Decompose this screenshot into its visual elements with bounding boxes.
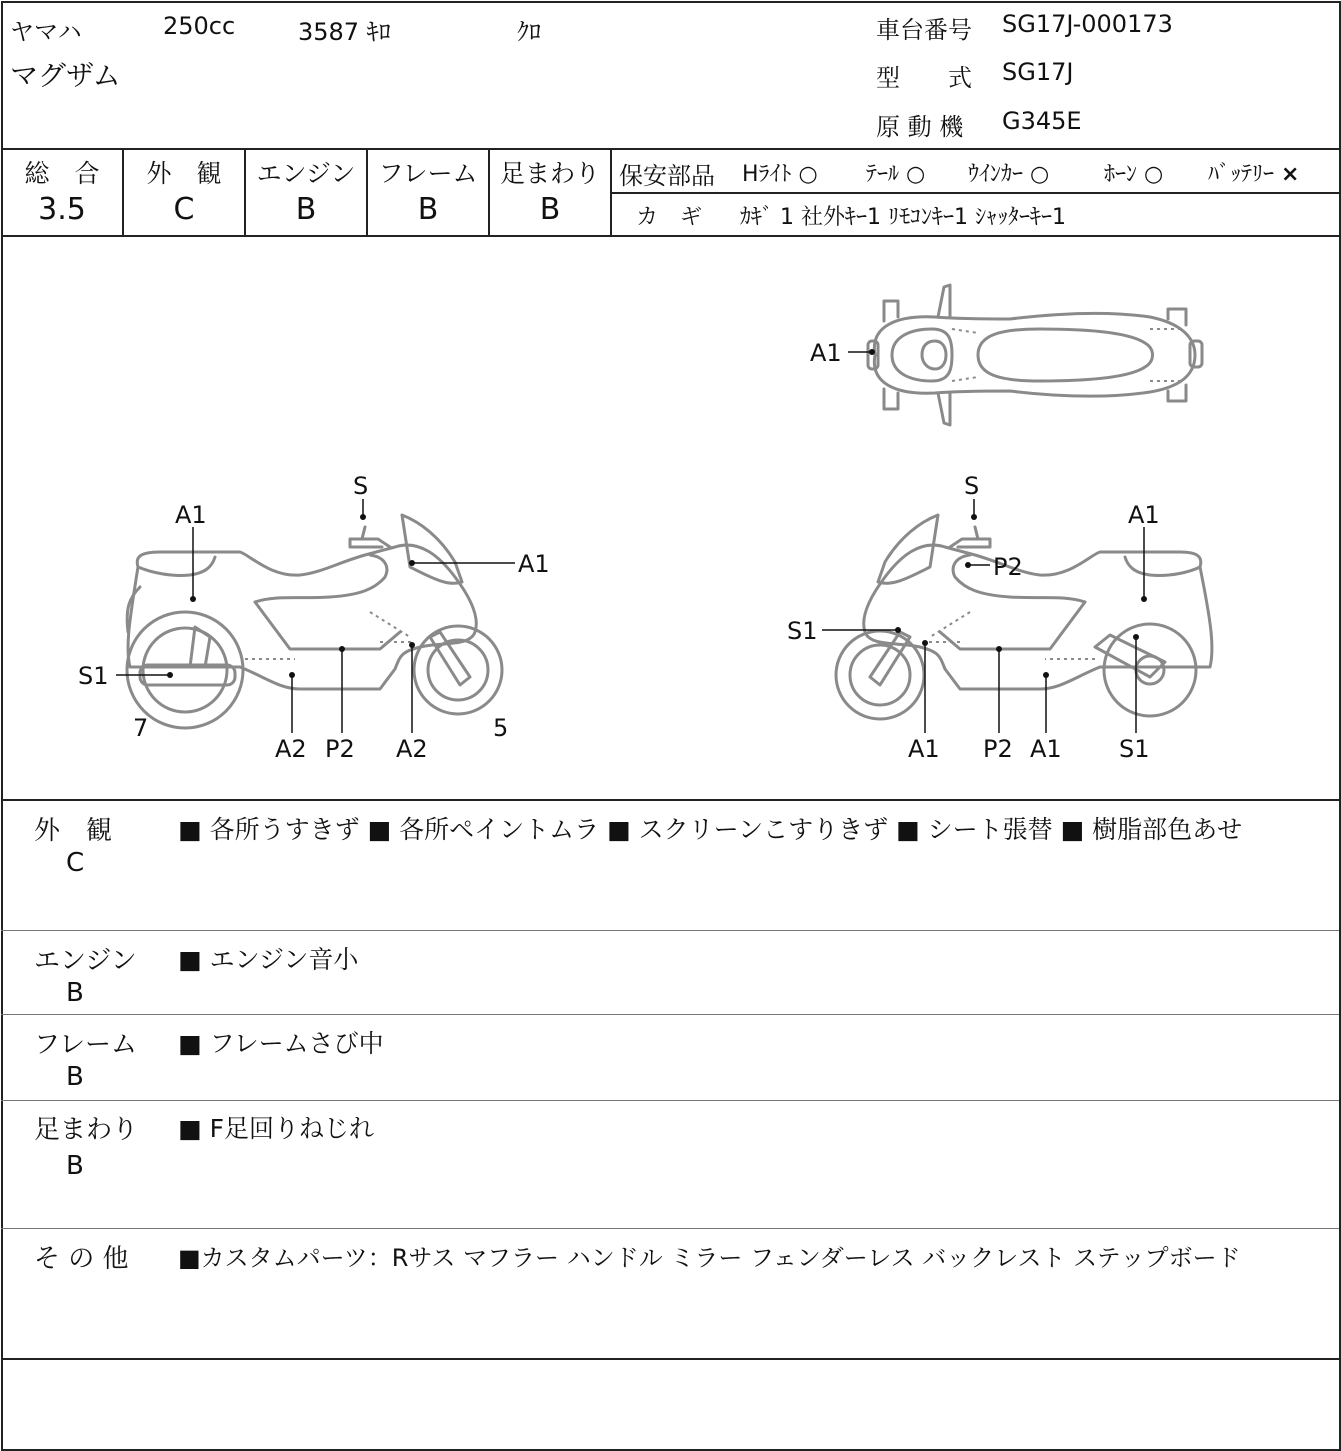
section-grade-exterior: C [66, 848, 85, 878]
label-left-s: S [353, 472, 369, 500]
label-top-a1: A1 [810, 339, 842, 367]
frame-no-label: 車台番号 [876, 16, 972, 44]
divider [1, 799, 1339, 801]
engine-value: G345E [1002, 107, 1082, 135]
grade-value-exterior: C [173, 192, 195, 227]
type-label: 型 式 [876, 64, 972, 92]
scooter-top-view [810, 285, 1202, 425]
frame-no: SG17J-000173 [1002, 10, 1173, 38]
displacement: 250cc [163, 12, 236, 40]
scooter-left-view [78, 472, 550, 763]
label-left-a1-front: A1 [518, 550, 550, 578]
mileage: 3587 ｷﾛ [298, 18, 391, 46]
type-value: SG17J [1002, 58, 1074, 86]
section-notes-suspension: ■ F足回りねじれ [178, 1114, 374, 1143]
label-left-s1: S1 [78, 662, 109, 690]
section-grade-suspension: B [66, 1151, 84, 1181]
safety-item-headlight: Hﾗｲﾄ ○ [742, 162, 818, 187]
keys-label: カ ギ [636, 205, 703, 230]
label-right-p2: P2 [983, 735, 1013, 763]
safety-item-battery: ﾊﾞｯﾃﾘｰ × [1208, 162, 1300, 187]
label-left-7: 7 [133, 714, 149, 742]
grade-value-total: 3.5 [38, 192, 86, 227]
label-right-a1-floor: A1 [1030, 735, 1062, 763]
divider [1, 930, 1339, 931]
label-right-s1-front: S1 [787, 617, 818, 645]
color: ｸﾛ [517, 18, 541, 46]
label-right-s1-rear: S1 [1119, 735, 1150, 763]
damage-diagram [0, 237, 1341, 800]
label-right-a1-rear: A1 [1128, 501, 1160, 529]
section-label-engine: エンジン [34, 946, 137, 976]
section-grade-engine: B [66, 978, 84, 1008]
divider [1, 1100, 1339, 1101]
safety-label: 保安部品 [619, 162, 715, 190]
section-label-suspension: 足まわり [34, 1115, 139, 1145]
section-label-exterior: 外 観 [34, 816, 113, 846]
grade-label-engine: エンジン [256, 159, 356, 188]
section-notes-exterior: ■ 各所うすきず ■ 各所ペイントムラ ■ スクリーンこすりきず ■ シート張替 ■ 樹脂部色あせ [178, 815, 1243, 844]
maker: ヤマハ [10, 18, 82, 46]
label-right-a1-front: A1 [908, 735, 940, 763]
scooter-right-view [787, 472, 1212, 763]
model-name: マグザム [10, 59, 121, 92]
label-left-a1-rear: A1 [175, 501, 207, 529]
grade-label-frame: フレーム [378, 159, 478, 188]
label-right-s: S [964, 472, 980, 500]
divider [1, 148, 1339, 150]
grade-label-suspension: 足まわり [499, 159, 600, 188]
label-left-p2: P2 [325, 735, 355, 763]
grade-label-total: 総 合 [24, 159, 100, 188]
divider [1, 1228, 1339, 1229]
divider [1, 1358, 1339, 1360]
section-notes-engine: ■ エンジン音小 [178, 945, 359, 974]
safety-item-tail: ﾃｰﾙ ○ [866, 162, 926, 187]
label-left-a2-front: A2 [396, 735, 428, 763]
section-label-other: そ の 他 [34, 1244, 129, 1274]
grade-value-frame: B [417, 192, 439, 227]
safety-item-winker: ｳｲﾝｶｰ ○ [968, 162, 1050, 187]
section-grade-frame: B [66, 1062, 84, 1092]
divider [1, 1014, 1339, 1015]
keys-value: ｶｷﾞ 1 社外ｷｰ1 ﾘﾓｺﾝｷｰ1 ｼｬｯﾀｰｷｰ1 [740, 205, 1066, 230]
label-right-p2-top: P2 [993, 553, 1023, 581]
label-left-5: 5 [493, 714, 509, 742]
grade-value-suspension: B [539, 192, 561, 227]
safety-item-horn: ﾎｰﾝ ○ [1104, 162, 1164, 187]
section-notes-other: ■カスタムパーツ：Rサス マフラー ハンドル ミラー フェンダーレス バックレスト ステップボード [178, 1244, 1241, 1272]
grade-label-exterior: 外 観 [146, 159, 222, 188]
section-notes-frame: ■ フレームさび中 [178, 1029, 384, 1058]
divider [610, 192, 1339, 194]
section-label-frame: フレーム [34, 1030, 137, 1060]
grade-value-engine: B [295, 192, 317, 227]
engine-label: 原 動 機 [876, 113, 964, 141]
label-left-a2-rear: A2 [275, 735, 307, 763]
